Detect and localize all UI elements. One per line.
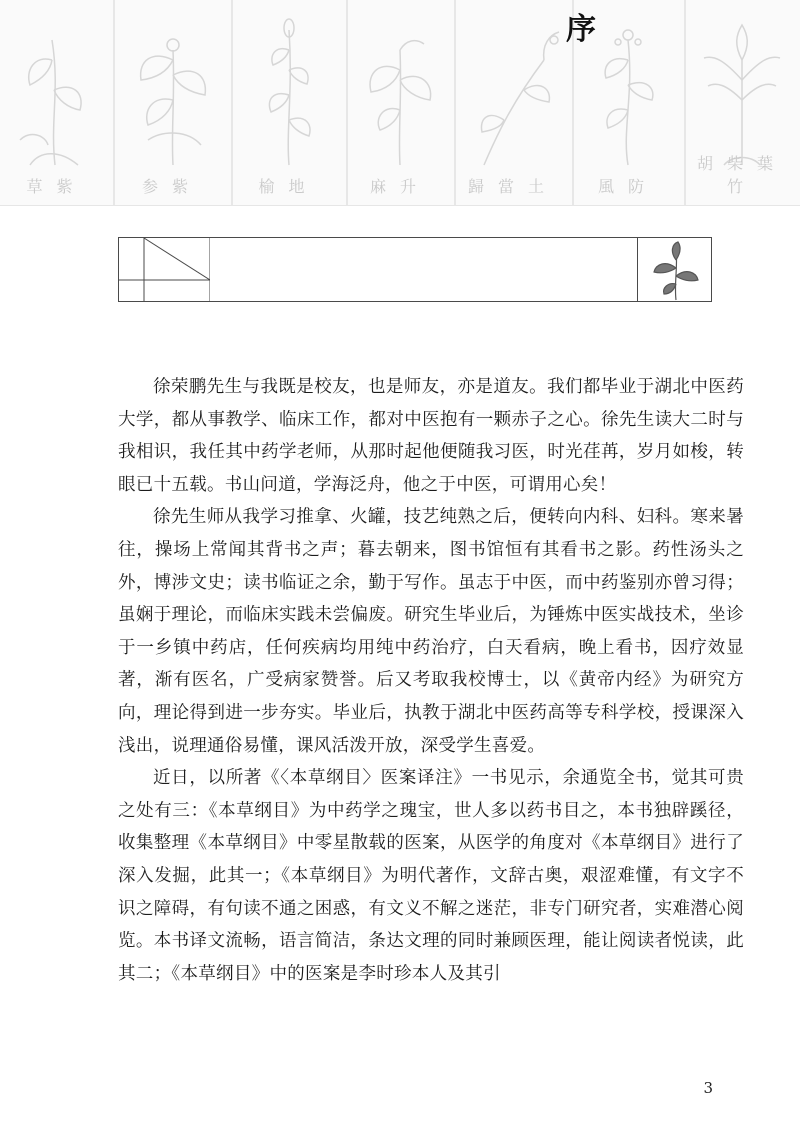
plant-label: 草紫 <box>26 177 87 196</box>
plant-label: 榆地 <box>258 177 319 196</box>
paragraph: 徐先生师从我学习推拿、火罐，技艺纯熟之后，便转向内科、妇科。寒来暑往，操场上常闻其背书之声；暮去朝来，图书馆恒有其看书之影。药性汤头之外，博涉文史；读书临证之余，勤于写作。虽志于中医，而中药鉴别亦曾习得；虽娴于理论，而临床实践未尝偏废。研究生毕业后，为锤炼中医实战技术，坐诊于一乡镇中药店，任何疾病均用纯中药治疗，白天看病，晚上看书，因疗效显著，渐有医名，广受病家赞誉。后又考取我校博士，以《黄帝内经》为研究方向，理论得到进一步夯实。毕业后，执教于湖北中医药高等专科学校，授课深入浅出，说理通俗易懂，课风活泼开放，深受学生喜爱。 <box>118 507 744 756</box>
plant-label: 参紫 <box>141 177 202 196</box>
plant-label: 麻升 <box>369 177 430 196</box>
preface-body <box>118 371 744 990</box>
page-title: 序 <box>566 12 596 47</box>
herb-panel-2 <box>113 0 233 205</box>
plant-label: 胡柴葉竹 <box>696 154 787 196</box>
paragraph: 近日，以所著《〈本草纲目〉医案译注》一书见示，余通览全书，觉其可贵之处有三：《本草纲目》为中药学之瑰宝，世人多以药书目之，本书独辟蹊径，收集整理《本草纲目》中零星散载的医案，从医学的角度对《本草纲目》进行了深入发掘，此其一；《本草纲目》为明代著作，文辞古奥，艰涩难懂，有文字不识之障碍，有句读不通之困惑，有文义不解之迷茫，非专门研究者，实难潜心阅览。本书译文流畅，语言简洁，条达文理的同时兼顾医理，能让阅读者悦读，此其二；《本草纲目》中的医案是李时珍本人及其引 <box>118 768 744 984</box>
leaf-ornament <box>637 238 713 301</box>
paragraph: 徐荣鹏先生与我既是校友，也是师友，亦是道友。我们都毕业于湖北中医药大学，都从事教学、临床工作，都对中医抱有一颗赤子之心。徐先生读大二时与我相识，我任其中药学老师，从那时起他便随我习医，时光荏苒，岁月如梭，转眼已十五载。书山问道，学海泛舟，他之于中医，可谓用心矣！ <box>118 377 744 495</box>
plant-label: 歸當土 <box>467 177 558 196</box>
herb-panel-4 <box>346 0 456 205</box>
leaf-sprig-icon <box>638 238 713 301</box>
herb-panel-3 <box>231 0 348 205</box>
herb-banner <box>0 0 800 206</box>
herb-panel-7 <box>684 0 800 205</box>
corner-ornament-icon <box>119 238 210 301</box>
section-heading-box <box>118 237 712 302</box>
herb-panel-5 <box>454 0 574 205</box>
plant-label: 風防 <box>597 177 658 196</box>
herb-panel-1 <box>0 0 115 205</box>
page-number: 3 <box>703 1079 713 1097</box>
